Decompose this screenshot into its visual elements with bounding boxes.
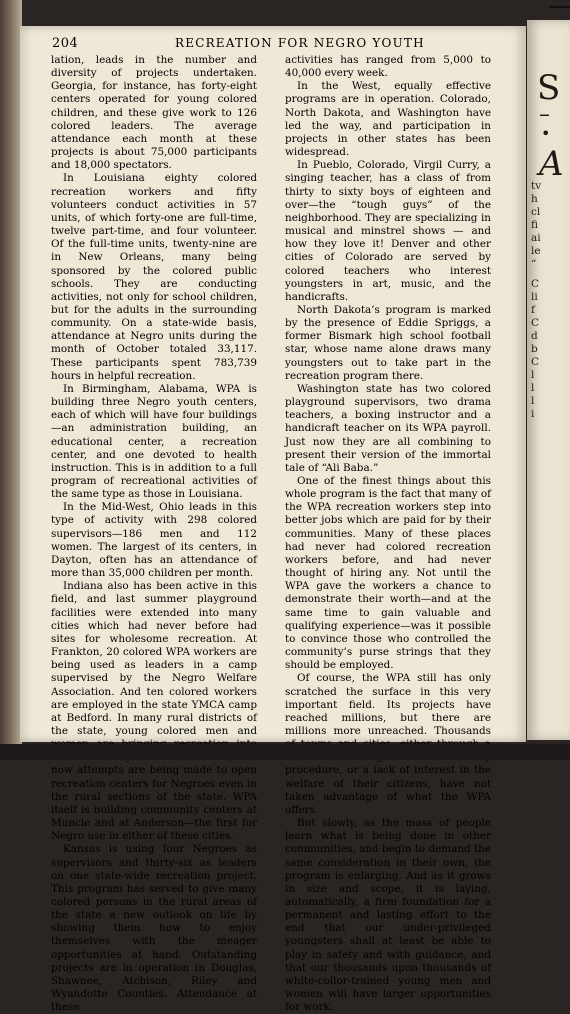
facing-page-fragment: – [539, 102, 550, 127]
facing-page-fragment: S [537, 68, 561, 108]
paragraph: Kansas is using four Negroes as supervisors and thirty-six as leaders on one state-wide recreation project. This program has served to give many colored persons in the rural areas of the state a new outlook on life by showing them how to enjoy themselves with the meager opportunities at hand. Outstanding projects are in operation in Douglas, Shawnee, Atchison, Riley and Wyandotte Counties. Attendance at these [51, 843, 257, 1014]
scan-background [0, 744, 570, 760]
paragraph: In the Mid-West, Ohio leads in this type of activity with 298 colored supervisors—186 men and 112 women. The largest of its centers, in Dayton, often has an attendance of more than 35,000 children per month. [51, 501, 257, 580]
right-column [285, 54, 491, 1014]
paragraph: Of course, the WPA still has only scratched the surface in this very important field. Its projects have reached millions, but there are millions more unreached. Thousands procedure, or a lack of interest in the welfare of their citizens, have not taken advantage of what the WPA offers. [285, 672, 491, 816]
paragraph: Indiana also has been active in this field, and last summer playground facilities were extended into many cities which had never before had sites for wholesome recreation. At Frankton, 20 colored WPA workers are being used as leaders in a camp supervised by the Negro Welfare Association. And ten colored workers are employed in the state YMCA camp at Bedford. In many rural districts of the state, young colored men and now attempts are being made to open recreation centers for Negroes even in the rural sections of the state. WPA itself is building community centers at Muncie and at Anderson—the first for Negro use in either of these cities. [51, 580, 257, 843]
facing-page-fragment: i [531, 408, 535, 420]
facing-page-fragment: h [531, 193, 538, 205]
book-binding-shadow [0, 0, 22, 760]
facing-page-fragment: b [531, 343, 538, 355]
facing-page-fragment: • [541, 124, 551, 143]
facing-page-fragment: tv [531, 180, 542, 192]
paragraph: One of the finest things about this whole program is the fact that many of the WPA recreation workers step into better jobs which are paid for by their communities. Many of these places had never had colored recreation workers before, and had never thought of hiring any. Not until the WPA gave the workers a chance to demonstrate their worth—and at the same time to gain valuable and qualifying experience—was it possible to convince those who controlled the community’s purse strings that they should be employed. [285, 475, 491, 672]
paragraph: In Louisiana eighty colored recreation workers and fifty volunteers conduct activities in 57 units, of which forty-one are full-time, twelve part-time, and four volunteer. Of the full-time units, twenty-nine are in New Orleans, many being sponsored by the colored public schools. They are conducting activities, not only for school children, but for the adults in the surrounding community. On a state-wide basis, attendance at Negro units during the month of October totaled 33,117. These participants spent 783,739 hours in helpful recreation. [51, 172, 257, 382]
paragraph: North Dakota’s program is marked by the presence of Eddie Spriggs, a former Bismark high school football star, whose name alone draws many youngsters out to take part in the recreation program there. [285, 303, 491, 382]
facing-page-fragment: C [531, 317, 540, 329]
facing-page-fragment: ai [531, 232, 541, 244]
paragraph: In the West, equally effective programs are in operation. Colorado, North Dakota, and Washington have led the way, and participation in projects in other states has been widespread. [285, 80, 491, 159]
facing-page-fragment: l [531, 369, 535, 381]
facing-page-edge [527, 20, 570, 740]
facing-page-fragment: l [531, 382, 535, 394]
facing-page-fragment: A [539, 144, 564, 184]
paragraph: In Pueblo, Colorado, Virgil Curry, a singing teacher, has a class of from thirty to sixty boys of eighteen and over—the “tough guys” of the neighborhood. They are specializing in musical and minstrel shows — and how they love it! Denver and other cities of Colorado are served by colored teachers who interest youngsters in art, music, and the handicrafts. [285, 159, 491, 303]
facing-page-fragment: cl [531, 206, 541, 218]
facing-page-fragment: C [531, 278, 540, 290]
paragraph: activities has ranged from 5,000 to 40,000 every week. [285, 54, 491, 80]
paragraph: lation, leads in the number and diversity of projects undertaken. Georgia, for instance, has forty-eight centers operated for young colored children, and these give work to 126 colored leaders. The average attendance each month at these projects is about 75,000 participants and 18,000 spectators. [51, 54, 257, 172]
facing-page-fragment: le [531, 245, 541, 257]
facing-page-fragment: li [531, 291, 538, 303]
facing-page-fragment: l [531, 395, 535, 407]
running-title: RECREATION FOR NEGRO YOUTH [175, 36, 425, 50]
facing-page-fragment: C [531, 356, 540, 368]
facing-page-fragment: fi [531, 219, 539, 231]
page-number: 204 [52, 36, 79, 51]
paragraph: But slowly, as the mass of people learn what is being done in other communities, and begin to demand the same consideration in their own, the program is enlarging. And as it grows in size and scope, it is laying, automatically, a firm foundation for a permanent and lasting effort to the end that our under-privileged youngsters shall at least be able to play in safety and with guidance, and that our thousands upon thousands of white-collor-trained young men and women will have larger opportunities for work. [285, 817, 491, 1014]
scan-edge-line [549, 6, 570, 8]
facing-page-fragment: f [531, 304, 535, 316]
facing-page-fragment: “ [531, 258, 537, 270]
facing-page-fragment: d [531, 330, 538, 342]
paragraph: In Birmingham, Alabama, WPA is building three Negro youth centers, each of which will have four buildings—an administration building, an educational center, a recreation center, and one devoted to health instruction. This is in addition to a full program of recreational activities of the same type as those in Louisiana. [51, 382, 257, 501]
left-column [51, 54, 257, 1014]
paragraph: Washington state has two colored playground supervisors, two drama teachers, a boxing instructor and a handicraft teacher on its WPA payroll. Just now they are all combining to present their version of the immortal tale of “Ali Baba.” [285, 382, 491, 474]
